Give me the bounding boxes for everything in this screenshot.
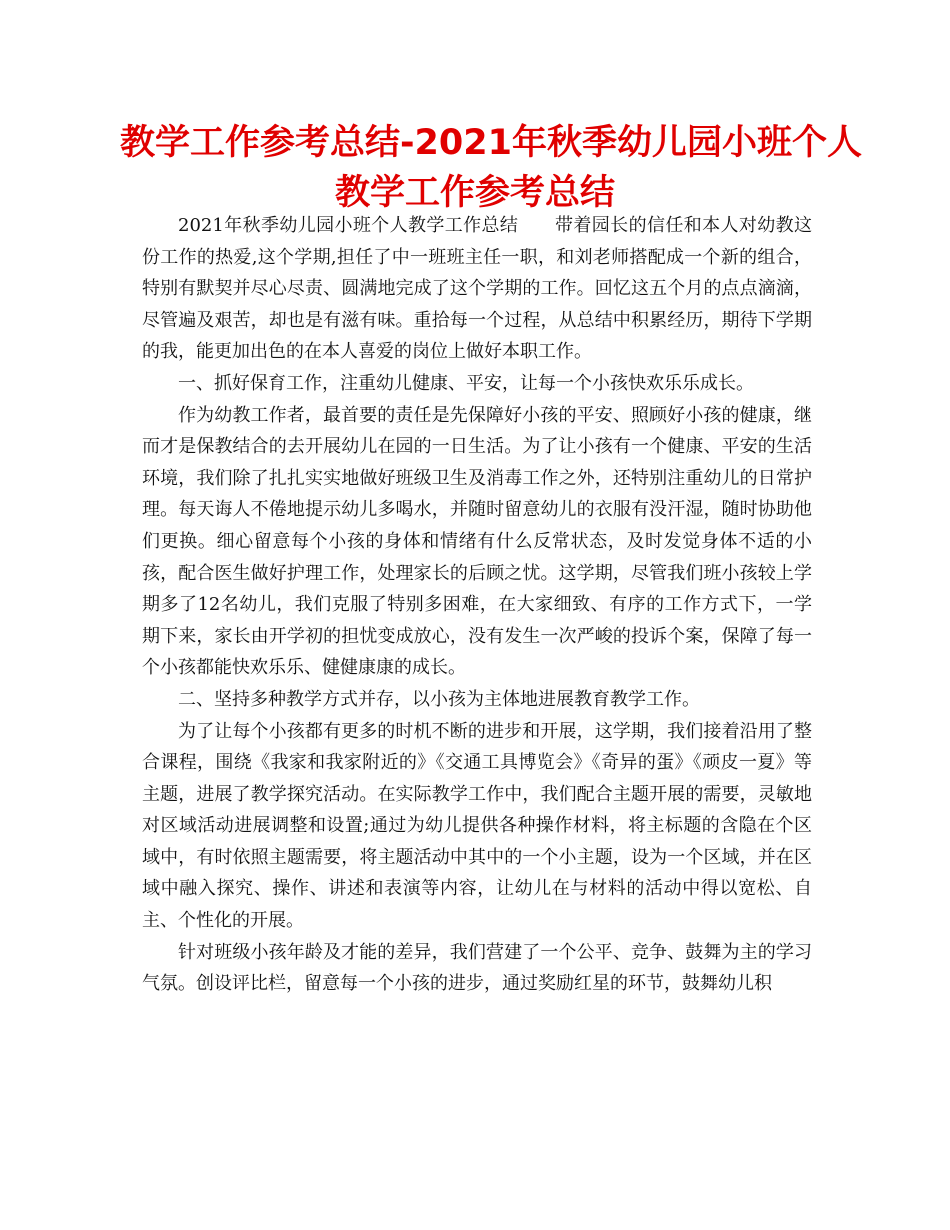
section-heading-1: 一、抓好保育工作，注重幼儿健康、平安，让每一个小孩快欢乐乐成长。: [178, 372, 754, 394]
paragraph-care: 作为幼教工作者，最首要的责任是先保障好小孩的平安、照顾好小孩的健康，继而才是保教结合的去开展幼儿在园的一日生活。为了让小孩有一个健康、平安的生活环境，我们除了扎扎实实地做好班级卫生及消毒工作之外，还特别注重幼儿的日常护理。每天诲人不倦地提示幼儿多喝水，并随时留意幼儿的衣服有没汗湿，随时协助他们更换。细心留意每个小孩的身体和情绪有什么反常状态，及时发觉身体不适的小孩，配合医生做好护理工作，处理家长的后顾之忧。这学期，尽管我们班小孩较上学期多了12名幼儿，我们克服了特别多困难，在大家细致、有序的工作方式下，一学期下来，家长由开学初的担忧变成放心，没有发生一次严峻的投诉个案，保障了每一个小孩都能快欢乐乐、健健康康的成长。: [142, 404, 812, 679]
paragraph-teaching: 为了让每个小孩都有更多的时机不断的进步和开展，这学期，我们接着沿用了整合课程，围绕《我家和我家附近的》《交通工具博览会》《奇异的蛋》《顽皮一夏》等主题，进展了教学探究活动。在实际教学工作中，我们配合主题开展的需要，灵敏地对区域活动进展调整和设置;通过为幼儿提供各种操作材料，将主标题的含隐在个区域中，有时依照主题需要，将主题活动中其中的一个小主题，设为一个区域，并在区域中融入探究、操作、讲述和表演等内容，让幼儿在与材料的活动中得以宽松、自主、个性化的开展。: [142, 720, 812, 932]
paragraph-intro: 2021年秋季幼儿园小班个人教学工作总结 带着园长的信任和本人对幼教这份工作的热爱,这个学期,担任了中一班班主任一职，和刘老师搭配成一个新的组合，特别有默契并尽心尽责、圆满地完成了这个学期的工作。回忆这五个月的点点滴滴，尽管遍及艰苦，却也是有滋有味。重拾每一个过程，从总结中积累经历，期待下学期的我，能更加出色的在本人喜爱的岗位上做好本职工作。: [142, 215, 812, 363]
paragraph-atmosphere: 针对班级小孩年龄及才能的差异，我们营建了一个公平、竞争、鼓舞为主的学习气氛。创设评比栏，留意每一个小孩的进步，通过奖励红星的环节，鼓舞幼儿积: [142, 941, 812, 995]
title-line-1: 教学工作参考总结-2021年秋季幼儿园小班个人: [120, 123, 862, 163]
section-heading-2: 二、坚持多种教学方式并存，以小孩为主体地进展教育教学工作。: [178, 688, 700, 710]
document-body: [142, 210, 812, 1000]
title-line-2: 教学工作参考总结: [334, 173, 615, 213]
document-title: [120, 118, 862, 218]
